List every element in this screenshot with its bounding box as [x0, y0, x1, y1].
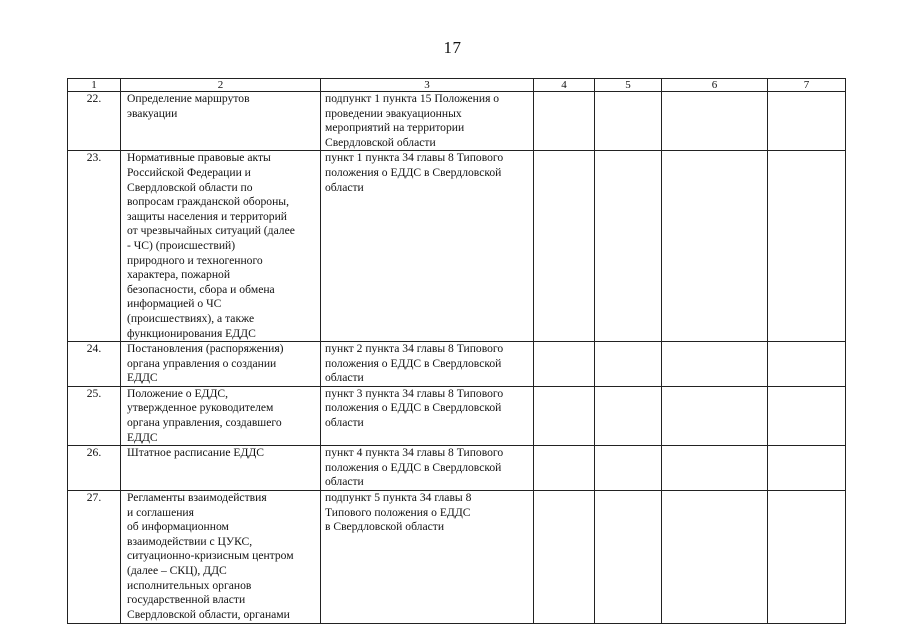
empty-cell-col4 [534, 151, 595, 342]
column-header-5: 5 [595, 79, 662, 92]
legal-basis-cell: пункт 2 пункта 34 главы 8 Типового положения о ЕДДС в Свердловской области [321, 342, 534, 387]
column-header-3: 3 [321, 79, 534, 92]
empty-cell-col5 [595, 446, 662, 491]
empty-cell-col7 [768, 342, 846, 387]
legal-basis-cell: подпункт 5 пункта 34 главы 8 Типового положения о ЕДДС в Свердловской области [321, 491, 534, 624]
table-row [68, 342, 846, 387]
table-row [68, 92, 846, 151]
empty-cell-col6 [662, 491, 768, 624]
column-header-1: 1 [68, 79, 121, 92]
empty-cell-col7 [768, 491, 846, 624]
legal-basis-cell: пункт 4 пункта 34 главы 8 Типового положения о ЕДДС в Свердловской области [321, 446, 534, 491]
empty-cell-col7 [768, 386, 846, 445]
column-header-2: 2 [121, 79, 321, 92]
row-number: 26. [68, 446, 121, 491]
empty-cell-col5 [595, 151, 662, 342]
empty-cell-col5 [595, 491, 662, 624]
empty-cell-col7 [768, 151, 846, 342]
empty-cell-col5 [595, 386, 662, 445]
document-name-cell: Нормативные правовые акты Российской Федерации и Свердловской области по вопросам гражданской обороны, защиты населения и территорий от чрезвычайных ситуаций (далее - ЧС) (происшествий) природного и техногенного характера, пожарной безопасности, сбора и обмена информацией о ЧС (происшествиях), а также функционирования ЕДДС [121, 151, 321, 342]
empty-cell-col4 [534, 446, 595, 491]
page-number: 17 [443, 38, 462, 57]
legal-basis-cell: пункт 3 пункта 34 главы 8 Типового положения о ЕДДС в Свердловской области [321, 386, 534, 445]
table-row [68, 151, 846, 342]
empty-cell-col7 [768, 446, 846, 491]
document-name-cell: Постановления (распоряжения) органа управления о создании ЕДДС [121, 342, 321, 387]
legal-basis-cell: подпункт 1 пункта 15 Положения о проведении эвакуационных мероприятий на территории Свердловской области [321, 92, 534, 151]
empty-cell-col5 [595, 92, 662, 151]
row-number: 27. [68, 491, 121, 624]
table-row [68, 491, 846, 624]
column-header-7: 7 [768, 79, 846, 92]
empty-cell-col7 [768, 92, 846, 151]
empty-cell-col6 [662, 342, 768, 387]
document-table [67, 78, 846, 624]
empty-cell-col4 [534, 491, 595, 624]
empty-cell-col4 [534, 386, 595, 445]
empty-cell-col4 [534, 342, 595, 387]
empty-cell-col4 [534, 92, 595, 151]
empty-cell-col6 [662, 446, 768, 491]
row-number: 24. [68, 342, 121, 387]
empty-cell-col5 [595, 342, 662, 387]
document-name-cell: Штатное расписание ЕДДС [121, 446, 321, 491]
table-row [68, 446, 846, 491]
document-name-cell: Положение о ЕДДС, утвержденное руководителем органа управления, создавшего ЕДДС [121, 386, 321, 445]
document-name-cell: Определение маршрутов эвакуации [121, 92, 321, 151]
row-number: 23. [68, 151, 121, 342]
empty-cell-col6 [662, 151, 768, 342]
empty-cell-col6 [662, 386, 768, 445]
document-name-cell: Регламенты взаимодействия и соглашения об информационном взаимодействии с ЦУКС, ситуационно-кризисным центром (далее – СКЦ), ДДС исполнительных органов государственной власти Свердловской области, органами [121, 491, 321, 624]
row-number: 22. [68, 92, 121, 151]
empty-cell-col6 [662, 92, 768, 151]
table-header-row [68, 79, 846, 92]
legal-basis-cell: пункт 1 пункта 34 главы 8 Типового положения о ЕДДС в Свердловской области [321, 151, 534, 342]
column-header-6: 6 [662, 79, 768, 92]
table-row [68, 386, 846, 445]
column-header-4: 4 [534, 79, 595, 92]
row-number: 25. [68, 386, 121, 445]
